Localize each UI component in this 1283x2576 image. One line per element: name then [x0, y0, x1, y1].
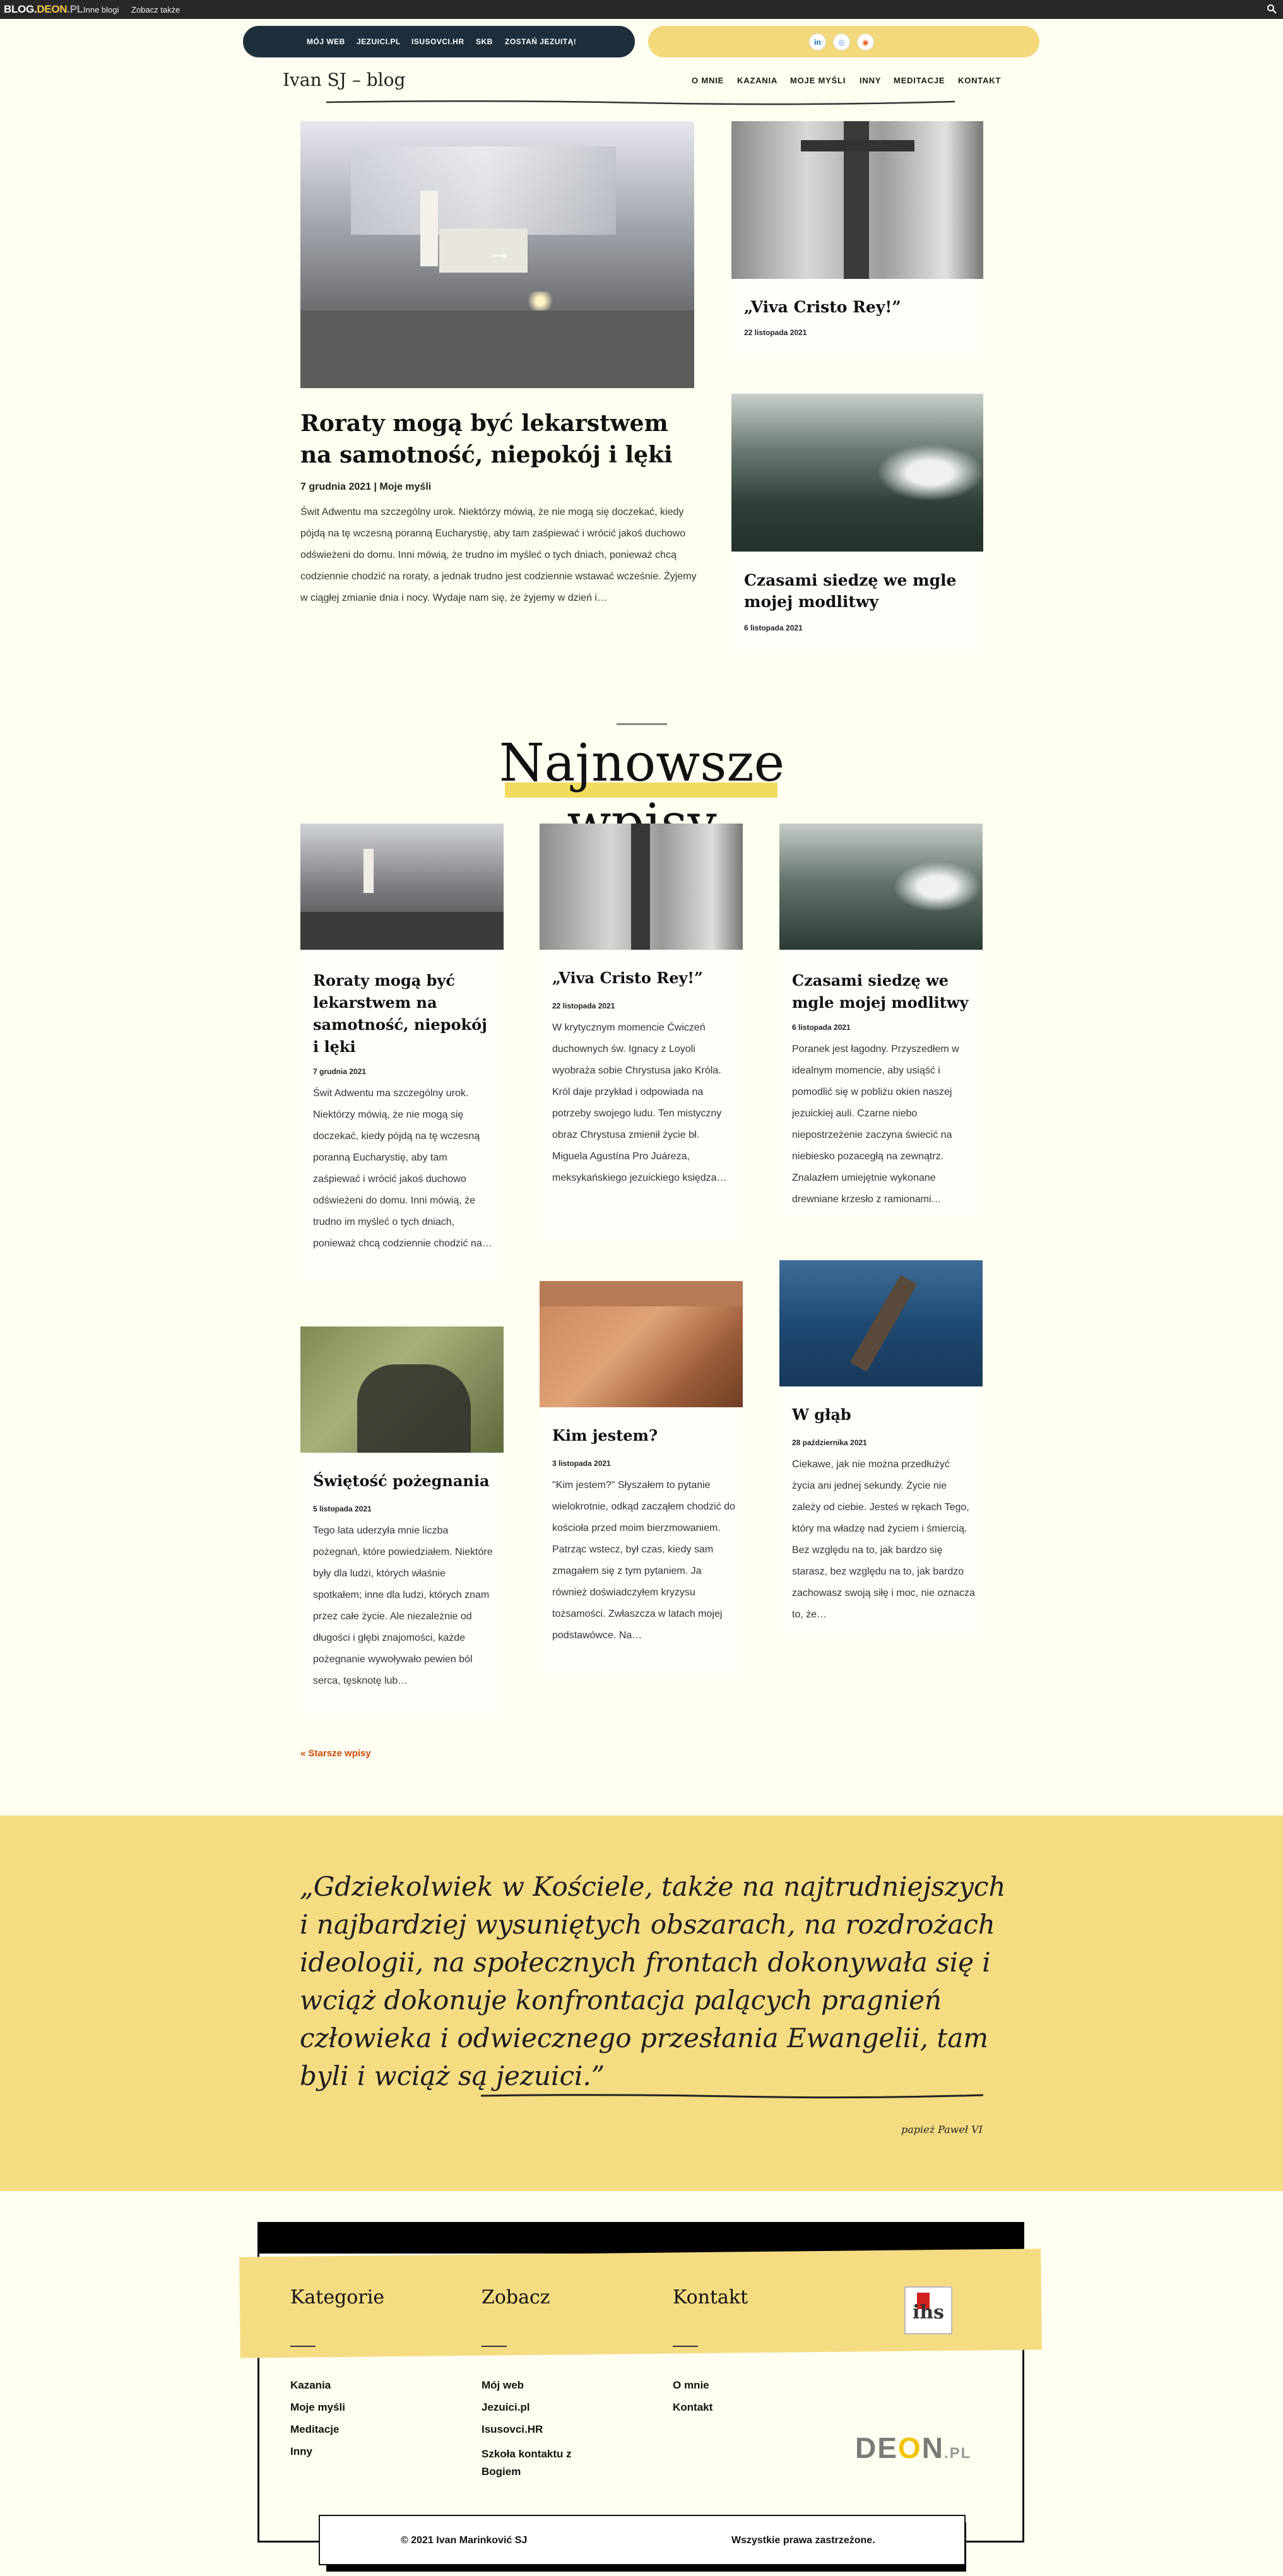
post-image[interactable] [540, 1281, 743, 1407]
topbar-link-see-also[interactable]: Zobacz także [131, 5, 180, 15]
featured-main-image[interactable] [300, 121, 694, 388]
menu-kontakt[interactable]: KONTAKT [958, 76, 1002, 85]
post-title[interactable]: W głąb [792, 1405, 851, 1424]
featured-side-card[interactable] [731, 121, 983, 357]
post-title[interactable]: Kim jestem? [552, 1426, 658, 1445]
footer-black-band [257, 2222, 1024, 2254]
nav-item-isusovci[interactable]: ISUSOVCI.HR [411, 37, 464, 46]
top-bar [0, 0, 1283, 19]
post-title[interactable]: „Viva Cristo Rey!” [552, 969, 703, 987]
featured-side-image[interactable] [731, 394, 983, 552]
copyright-text: © 2021 Ivan Marinković SJ [401, 2535, 528, 2546]
featured-side-card[interactable] [731, 394, 983, 653]
post-excerpt: Świt Adwentu ma szczególny urok. Niektórzy mówią, że nie mogą się doczekać, kiedy pójdą na tę wczesną poranną Eucharystię, aby tam zaśpiewać i wrócić jakoś duchowo odświeżeni do domu. Inni mówią, że trudno im myśleć o tych dniach, ponieważ chcą codziennie chodzić na… [313, 1088, 492, 1249]
post-title[interactable]: Roraty mogą być lekarstwem na samotność, niepokój i lęki [313, 971, 487, 1056]
post-image[interactable] [540, 824, 743, 950]
logo-part: DEON [37, 3, 68, 15]
post-title[interactable]: Czasami siedzę we mgle mojej modlitwy [792, 971, 969, 1012]
deon-logo-part: .PL [943, 2445, 972, 2462]
menu-kazania[interactable]: KAZANIA [737, 76, 778, 85]
footer-link-inny[interactable]: Inny [290, 2445, 312, 2457]
footer-link-moje-mysli[interactable]: Moje myśli [290, 2401, 345, 2413]
footer-link-kontakt[interactable]: Kontakt [673, 2401, 713, 2413]
external-nav [243, 26, 635, 57]
post-date: 6 listopada 2021 [792, 1023, 851, 1032]
featured-main-excerpt: Świt Adwentu ma szczególny urok. Niektórzy mówią, że nie mogą się doczekać, kiedy pójdą na tę wczesną poranną Eucharystię, aby tam zaśpiewać i wrócić jakoś duchowo odświeżeni do domu. Inni mówią, że trudno im myśleć o tych dniach, ponieważ chcą codziennie chodzić na roraty, a jednak trudno jest codziennie wstawać wcześnie. Żyjemy w ciągłej zmianie dnia i nocy. Wydaje nam się, że żyjemy w dzień i… [300, 507, 697, 603]
post-card[interactable] [300, 1326, 504, 1718]
rights-text: Wszystkie prawa zastrzeżone. [731, 2535, 875, 2546]
post-image[interactable] [300, 824, 504, 950]
post-date: 5 listopada 2021 [313, 1504, 372, 1513]
nav-item-jezuici[interactable]: JEZUICI.PL [357, 37, 401, 46]
menu-o-mnie[interactable]: O MNIE [692, 76, 724, 85]
featured-side-date: 6 listopada 2021 [744, 623, 803, 632]
ihs-logo-text: ihs [912, 2301, 945, 2324]
featured-side-image[interactable] [731, 121, 983, 279]
footer-underline [482, 2346, 507, 2347]
footer-heading-kontakt: Kontakt [673, 2286, 748, 2308]
footer-link-isusovci[interactable]: Isusovci.HR [482, 2423, 543, 2435]
nav-item-skb[interactable]: SKB [476, 37, 493, 46]
footer-underline [673, 2346, 698, 2347]
deon-logo-part: N [921, 2431, 944, 2464]
footer-link-szkola[interactable]: Szkoła kontaktu z Bogiem [482, 2448, 572, 2478]
post-excerpt: W krytycznym momencie Ćwiczeń duchownych św. Ignacy z Loyoli wyobraża sobie Chrystusa jako Króla. Król daje przykład i odpowiada na potrzeby swojego ludu. Ten mistyczny obraz Chrystusa zmienił życie bł. Miguela Agustína Pro Juáreza, meksykańskiego jezuickiego księdza… [552, 1022, 727, 1183]
footer-link-moj-web[interactable]: Mój web [482, 2379, 524, 2391]
ihs-logo[interactable] [904, 2286, 952, 2334]
blog-deon-logo[interactable] [4, 3, 83, 16]
latest-heading: Najnowsze [499, 733, 785, 793]
post-date: 3 listopada 2021 [552, 1459, 611, 1468]
footer-heading-zobacz: Zobacz [482, 2286, 550, 2308]
featured-side-title[interactable]: „Viva Cristo Rey!” [744, 298, 901, 316]
post-date: 7 grudnia 2021 [313, 1067, 367, 1076]
post-card[interactable] [300, 824, 504, 1281]
footer-link-jezuici[interactable]: Jezuici.pl [482, 2401, 530, 2413]
post-date: 28 października 2021 [792, 1438, 867, 1447]
featured-side-date: 22 listopada 2021 [744, 328, 807, 337]
featured-side-title[interactable]: Czasami siedzę we mgle mojej modlitwy [744, 571, 957, 611]
post-card[interactable] [540, 824, 743, 1240]
post-excerpt: Tego lata uderzyła mnie liczba pożegnań, które powiedziałem. Niektóre były dla ludzi, których właśnie spotkałem; inne dla ludzi, których znam przez całe życie. Ale niezależnie od długości i głębi znajomości, każde pożegnanie wywoływało pewien ból serca, tęsknotę lub… [313, 1525, 493, 1686]
section-ornament [617, 723, 667, 725]
deon-logo-part: DE [855, 2431, 898, 2464]
footer-heading-kategorie: Kategorie [290, 2286, 385, 2308]
older-posts-link[interactable]: « Starsze wpisy [300, 1748, 371, 1759]
featured-main-meta: 7 grudnia 2021 | Moje myśli [300, 482, 432, 492]
rss-icon[interactable]: ◉ [857, 33, 874, 50]
post-image[interactable] [779, 1260, 983, 1386]
post-excerpt: Poranek jest łagodny. Przyszedłem w idealnym momencie, aby usiąść i pomodlić się w pobliżu okien naszej jezuickiej auli. Czarne niebo niepostrzeżenie zaczyna świecić na niebiesko pozacegłą na zewnątrz. Znalazłem umiejętnie wykonane drewniane krzesło z ramionami… [792, 1044, 959, 1205]
post-card[interactable] [779, 1260, 983, 1636]
featured-main-title[interactable]: Roraty mogą być lekarstwem na samotność, niepokój i lęki [300, 410, 673, 468]
logo-part: .PL [67, 3, 83, 15]
instagram-icon[interactable]: ◎ [833, 33, 850, 50]
linkedin-icon[interactable]: in [809, 33, 826, 50]
post-image[interactable] [300, 1326, 504, 1453]
menu-meditacje[interactable]: MEDITACJE [894, 76, 945, 85]
post-card[interactable] [540, 1281, 743, 1677]
post-image[interactable] [779, 824, 983, 950]
site-title[interactable]: Ivan SJ – blog [283, 69, 406, 90]
post-title[interactable]: Świętość pożegnania [313, 1472, 490, 1490]
nav-item-zostan-jezuita[interactable]: ZOSTAŃ JEZUITĄ! [505, 37, 577, 46]
menu-moje-mysli[interactable]: MOJE MYŚLI [790, 76, 846, 85]
search-icon[interactable] [1267, 4, 1277, 14]
deon-logo[interactable] [855, 2431, 971, 2465]
post-card[interactable] [779, 824, 983, 1217]
post-date: 22 listopada 2021 [552, 1001, 615, 1010]
menu-inny[interactable]: INNY [860, 76, 882, 85]
quote-divider [480, 2092, 984, 2100]
footer-link-kazania[interactable]: Kazania [290, 2379, 331, 2391]
footer-underline [290, 2346, 316, 2347]
social-bar [648, 26, 1039, 57]
topbar-link-other-blogs[interactable]: Inne blogi [83, 5, 119, 15]
footer-link-meditacje[interactable]: Meditacje [290, 2423, 340, 2435]
post-excerpt: Ciekawe, jak nie można przedłużyć życia ani jednej sekundy. Życie nie zależy od ciebie. Jesteś w rękach Tego, który ma władzę nad życiem i śmiercią. Bez względu na to, jak bardzo się starasz, bez względu na to, jak bardzo zachowasz swoją siłę i moc, nie oznacza to, że… [792, 1459, 975, 1620]
post-excerpt: "Kim jestem?" Słyszałem to pytanie wielokrotnie, odkąd zacząłem chodzić do kościoła przed moim bierzmowaniem. Patrząc wstecz, był czas, kiedy sam zmagałem się z tym pytaniem. Ja również doświadczyłem kryzysu tożsamości. Zwłaszcza w latach mojej podstawówce. Na… [552, 1480, 735, 1641]
quote-text: „Gdziekolwiek w Kościele, także na najtrudniejszych i najbardziej wysuniętych obszarach, na rozdrożach ideologii, na społecznych frontach dokonywała się i wciąż dokonuje konfrontacja palących pragnień człowieka i odwiecznego przesłania Ewangelii, tam byli i wciąż są jezuici.” [300, 1871, 1006, 2091]
deon-logo-part: O [897, 2431, 922, 2464]
header-divider [325, 98, 956, 106]
footer-link-o-mnie[interactable]: O mnie [673, 2379, 709, 2391]
logo-part: BLOG. [4, 3, 37, 15]
quote-author: papież Paweł VI [901, 2124, 983, 2136]
copyright-bar [319, 2515, 966, 2565]
nav-item-moj-web[interactable]: MÓJ WEB [307, 37, 345, 46]
slider-next-arrow[interactable]: → [487, 238, 512, 266]
